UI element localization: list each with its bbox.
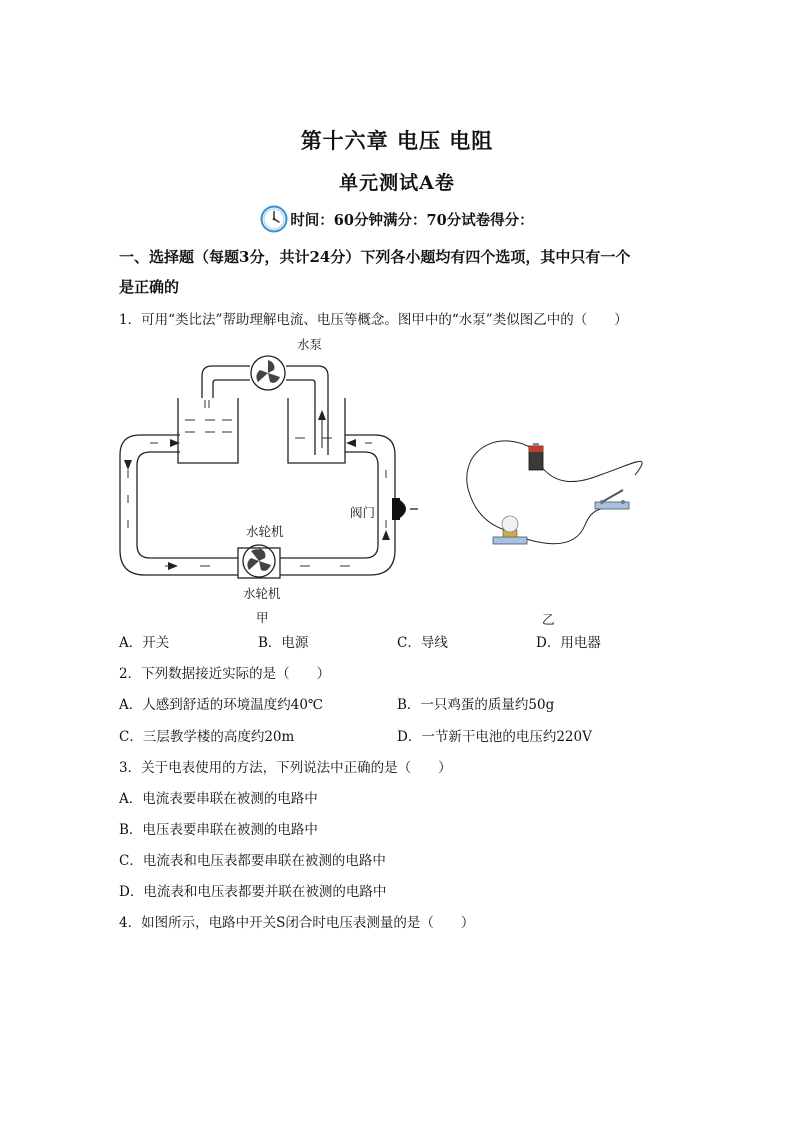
question-1-options: [119, 633, 689, 653]
figure-a-caption: 甲: [256, 610, 269, 625]
question-2-stem: 2．下列数据接近实际的是（ ）: [119, 666, 331, 682]
time-label: 时间：60分钟: [290, 211, 383, 229]
question-2-options-row1: [119, 695, 689, 715]
q1-option-b[interactable]: B．电源: [258, 635, 309, 651]
q3-option-b[interactable]: B．电压表要串联在被测的电路中: [119, 822, 318, 838]
q2-option-c[interactable]: C．三层教学楼的高度约20m: [119, 729, 295, 745]
page-subtitle: 单元测试A卷: [339, 172, 455, 194]
q2-option-b[interactable]: B．一只鸡蛋的质量约50g: [397, 697, 555, 713]
question-2-options-row2: [119, 727, 689, 747]
section-heading-line2: 是正确的: [119, 278, 180, 296]
q1-option-a[interactable]: A．开关: [119, 635, 170, 651]
turbine-label-bottom: 水轮机: [243, 586, 281, 601]
question-1-stem: 1．可用“类比法”帮助理解电流、电压等概念。图甲中的“水泵”类似图乙中的（ ）: [119, 312, 628, 328]
page-title: 第十六章 电压 电阻: [300, 128, 494, 153]
got-label: 试卷得分：: [461, 211, 534, 229]
q2-option-a[interactable]: A．人感到舒适的环境温度约40℃: [119, 697, 324, 713]
figure-electric-circuit: [455, 430, 655, 565]
question-3-stem: 3．关于电表使用的方法，下列说法中正确的是（ ）: [119, 760, 452, 776]
section-heading-line1: 一、选择题（每题3分，共计24分）下列各小题均有四个选项，其中只有一个: [119, 248, 631, 266]
q3-option-d[interactable]: D．电流表和电压表都要并联在被测的电路中: [119, 884, 387, 900]
turbine-label-top: 水轮机: [246, 524, 284, 539]
section-heading: [119, 242, 689, 302]
score-label: 满分：70分: [383, 211, 462, 229]
q2-option-d[interactable]: D．一节新干电池的电压约220V: [397, 729, 592, 745]
q1-option-c[interactable]: C．导线: [397, 635, 448, 651]
q1-option-d[interactable]: D．用电器: [536, 635, 601, 651]
clock-icon: [260, 205, 288, 233]
valve-label: 阀门: [350, 505, 376, 520]
pump-label: 水泵: [297, 337, 323, 352]
figure-b-caption: 乙: [542, 612, 555, 627]
q3-option-c[interactable]: C．电流表和电压表都要串联在被测的电路中: [119, 853, 386, 869]
exam-meta: [0, 205, 794, 233]
q3-option-a[interactable]: A．电流表要串联在被测的电路中: [119, 791, 318, 807]
question-4-stem: 4．如图所示，电路中开关S闭合时电压表测量的是（ ）: [119, 915, 475, 931]
